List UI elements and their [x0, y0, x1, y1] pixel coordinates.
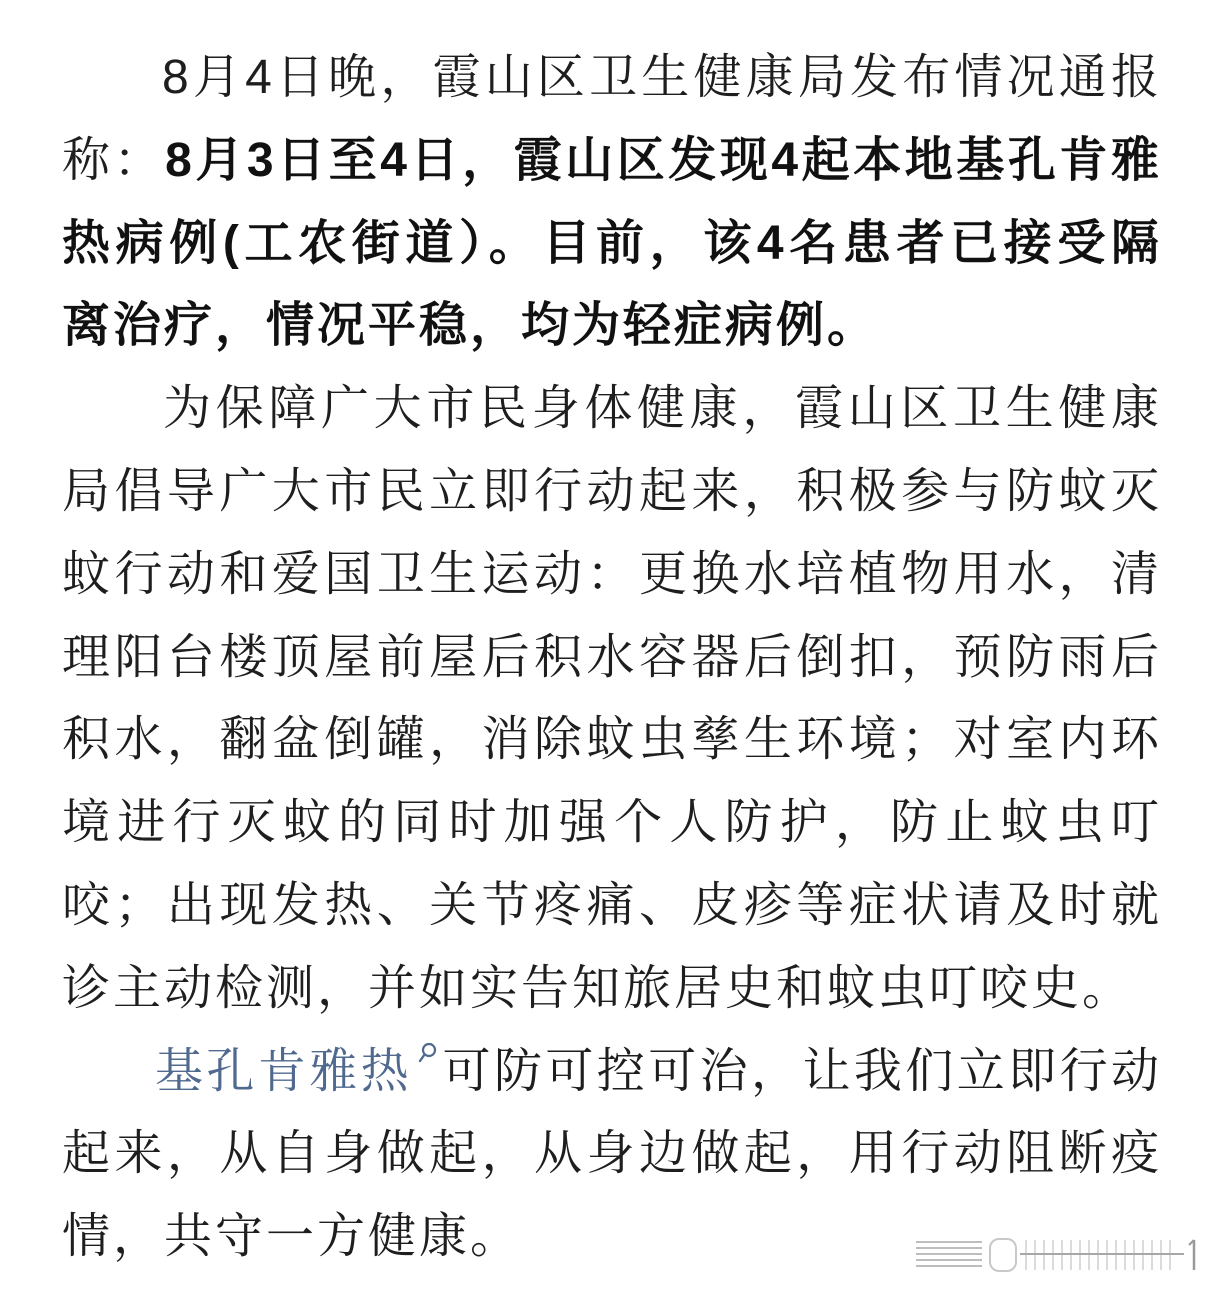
search-icon[interactable]	[416, 1042, 438, 1066]
text-line: 为保障广大市民身体健康，霞山区卫生健康	[163, 382, 1162, 436]
highlighted-text: 热病例(工农街道）。目前，该4名患者已接受隔	[62, 216, 1162, 270]
watermark-icon	[912, 1232, 1202, 1278]
text-line: 诊主动检测，并如实告知旅居史和蚊虫叮咬史。	[62, 961, 1134, 1015]
text-line: 情，共守一方健康。	[62, 1210, 522, 1264]
text-line: 咬；出现发热、关节疼痛、皮疹等症状请及时就	[62, 878, 1162, 932]
text-line: 蚊行动和爱国卫生运动：更换水培植物用水，清	[62, 547, 1162, 601]
text-line: 积水，翻盆倒罐，消除蚊虫孳生环境；对室内环	[62, 713, 1162, 767]
highlighted-text: 8月3日至4日，霞山区发现4起本地基孔肯雅	[165, 133, 1162, 187]
text-line	[62, 1031, 1162, 1114]
text-line: 境进行灭蚊的同时加强个人防护，防止蚊虫叮	[62, 796, 1162, 850]
article-body	[62, 37, 1162, 1279]
text-segment: 称：	[62, 133, 166, 187]
text-line: 8月4日晚，霞山区卫生健康局发布情况通报	[162, 51, 1162, 104]
paragraph-notice	[62, 37, 1162, 368]
text-line	[62, 203, 1162, 286]
text-segment: 可防可控可治，让我们立即行动	[442, 1044, 1162, 1098]
text-line: 局倡导广大市民立即行动起来，积极参与防蚊灭	[62, 464, 1162, 518]
search-link-label: 基孔肯雅热	[155, 1044, 413, 1098]
text-line: 起来，从自身做起，从身边做起，用行动阻断疫	[62, 1127, 1162, 1181]
text-line	[62, 120, 1162, 203]
search-link[interactable]	[155, 1045, 442, 1098]
text-line: 理阳台楼顶屋前屋后积水容器后倒扣，预防雨后	[62, 630, 1162, 684]
paragraph-advice	[62, 368, 1162, 1030]
highlighted-text: 离治疗，情况平稳，均为轻症病例。	[62, 299, 879, 353]
text-line	[62, 285, 1162, 368]
